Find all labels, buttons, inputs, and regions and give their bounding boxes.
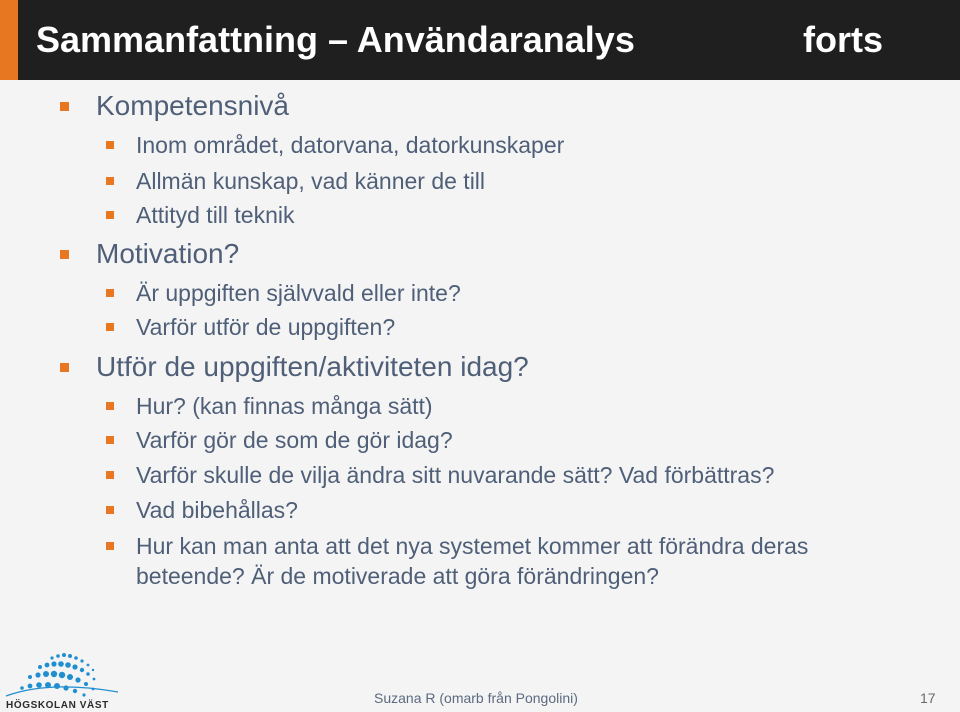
sub-bullet-item bbox=[136, 130, 564, 160]
square-bullet-icon bbox=[106, 177, 114, 185]
square-bullet-icon bbox=[106, 141, 114, 149]
bullet-text: Utför de uppgiften/aktiviteten idag? bbox=[96, 351, 529, 382]
sub-bullet-text: Vad bibehållas? bbox=[136, 497, 298, 523]
page-number: 17 bbox=[920, 690, 936, 706]
square-bullet-icon bbox=[106, 323, 114, 331]
bullet-item bbox=[96, 237, 239, 271]
sub-bullet-item bbox=[136, 460, 774, 490]
square-bullet-icon bbox=[106, 471, 114, 479]
sub-bullet-text: Är uppgiften självvald eller inte? bbox=[136, 280, 461, 306]
bullet-text: Motivation? bbox=[96, 238, 240, 269]
logo-dot-pattern bbox=[20, 653, 95, 697]
logo-text: HÖGSKOLAN VÄST bbox=[6, 700, 109, 711]
square-bullet-icon bbox=[106, 542, 114, 550]
sub-bullet-item bbox=[136, 312, 395, 342]
slide-title-suffix: forts bbox=[803, 19, 883, 60]
bullet-item bbox=[96, 89, 289, 123]
sub-bullet-text: Allmän kunskap, vad känner de till bbox=[136, 168, 486, 194]
square-bullet-icon bbox=[106, 211, 114, 219]
footer-author: Suzana R (omarb från Pongolini) bbox=[374, 690, 578, 706]
bullet-text: Kompetensnivå bbox=[96, 90, 290, 121]
square-bullet-icon bbox=[106, 289, 114, 297]
sub-bullet-item bbox=[136, 495, 298, 525]
slide-title: Sammanfattning – Användaranalys bbox=[36, 19, 635, 60]
square-bullet-icon bbox=[106, 402, 114, 410]
sub-bullet-text: Hur kan man anta att det nya systemet kommer att förändra deras beteende? Är de motiverade att göra förändringen? bbox=[136, 533, 809, 589]
sub-bullet-item bbox=[136, 278, 461, 308]
sub-bullet-text: Varför utför de uppgiften? bbox=[136, 314, 396, 340]
square-bullet-icon bbox=[106, 506, 114, 514]
sub-bullet-text: Hur? (kan finnas många sätt) bbox=[136, 393, 433, 419]
square-bullet-icon bbox=[106, 436, 114, 444]
square-bullet-icon bbox=[60, 250, 69, 259]
square-bullet-icon bbox=[60, 363, 69, 372]
sub-bullet-item bbox=[136, 391, 433, 421]
sub-bullet-text: Attityd till teknik bbox=[136, 202, 295, 228]
sub-bullet-text: Inom området, datorvana, datorkunskaper bbox=[136, 132, 565, 158]
bullet-item bbox=[96, 350, 529, 384]
sub-bullet-text: Varför skulle de vilja ändra sitt nuvarande sätt? Vad förbättras? bbox=[136, 462, 775, 488]
sub-bullet-item bbox=[136, 200, 295, 230]
sub-bullet-item bbox=[136, 166, 485, 196]
sub-bullet-text: Varför gör de som de gör idag? bbox=[136, 427, 453, 453]
sub-bullet-item bbox=[136, 425, 453, 455]
sub-bullet-item bbox=[136, 531, 896, 591]
square-bullet-icon bbox=[60, 102, 69, 111]
